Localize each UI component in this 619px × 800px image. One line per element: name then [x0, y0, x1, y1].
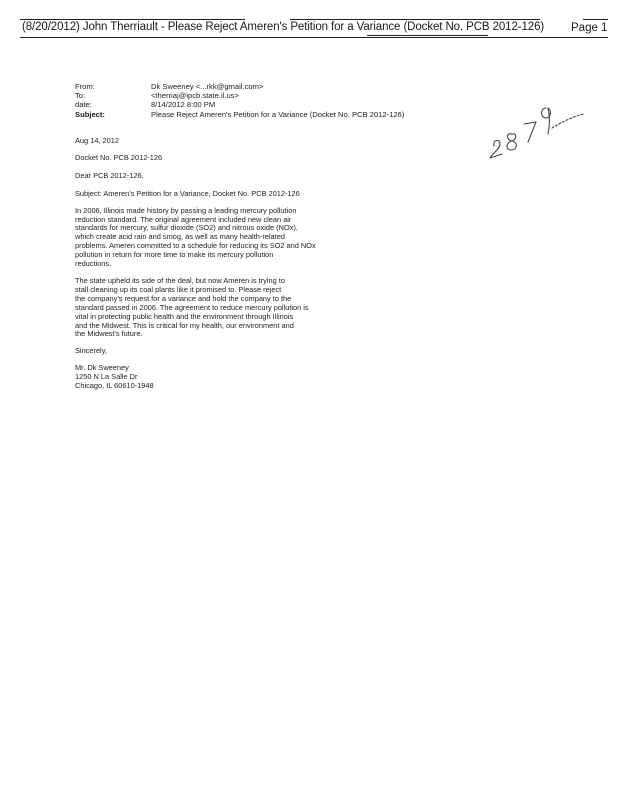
- signature-line: 1250 N La Salle Dr: [75, 372, 138, 382]
- paragraph-line: reductions.: [75, 259, 112, 269]
- paragraph-line: reduction standard. The original agreement included new clean air: [75, 214, 292, 224]
- subject-label: Subject:: [75, 109, 105, 119]
- email-metadata: [75, 82, 404, 119]
- header-rule-top: [290, 19, 540, 20]
- paragraph-line: standard passed in 2006. The agreement to reduce mercury pollution is: [75, 302, 309, 312]
- paragraph-line: the Midwest's future.: [75, 329, 143, 339]
- meta-row-subject: [75, 110, 404, 119]
- paragraph-line: and the Midwest. This is critical for my health, our environment and: [75, 320, 294, 330]
- date-label: date:: [75, 100, 92, 110]
- letter-body: [75, 137, 350, 391]
- to-label: To:: [75, 91, 86, 101]
- letter-subject-line: Subject: Ameren's Petition for a Variance, Docket No. PCB 2012-126: [75, 188, 300, 198]
- paragraph-line: In 2006, Illinois made history by passing a leading mercury pollution: [75, 205, 297, 215]
- paragraph-line: stall cleaning up its coal plants like it promised to. Please reject: [75, 284, 282, 294]
- meta-row-from: [75, 82, 404, 91]
- page-number: Page 1: [571, 22, 608, 34]
- header-rule-top: [20, 19, 245, 20]
- paragraph-line: The state upheld its side of the deal, but now Ameren is trying to: [75, 275, 285, 285]
- paragraph-line: vital in protecting public health and the environment through Illinois: [75, 311, 294, 321]
- handwritten-stamp: [478, 94, 588, 164]
- signature-line: Mr. Dk Sweeney: [75, 363, 129, 373]
- signature-line: Chicago, IL 60610-1948: [75, 381, 154, 391]
- paragraph-line: problems. Ameren committed to a schedule for reducing its SO2 and NOx: [75, 241, 316, 251]
- letter-docket: Docket No. PCB 2012-126: [75, 152, 163, 162]
- meta-row-date: [75, 100, 404, 109]
- meta-row-to: [75, 91, 404, 100]
- subject-value: Please Reject Ameren's Petition for a Variance (Docket No. PCB 2012-126): [151, 109, 405, 119]
- paragraph-line: the company's request for a variance and hold the company to the: [75, 293, 292, 303]
- paragraph-line: pollution in return for more time to make its mercury pollution: [75, 250, 274, 260]
- paragraph-line: standards for mercury, sulfur dioxide (SO2) and nitrous oxide (NOx),: [75, 223, 298, 233]
- header-rule-bottom: [20, 37, 608, 38]
- header-docket-underline: [367, 35, 488, 36]
- to-value: <therriaj@ipcb.state.il.us>: [151, 91, 239, 101]
- letter-salutation: Dear PCB 2012-126,: [75, 170, 144, 180]
- header-rule-top: [583, 19, 608, 20]
- from-value: Dk Sweeney <...rkk@gmail.com>: [151, 82, 264, 91]
- date-value: 8/14/2012 8:00 PM: [151, 100, 216, 110]
- from-label: From:: [75, 82, 95, 91]
- letter-closing: Sincerely,: [75, 346, 107, 356]
- header-title: (8/20/2012) John Therriault - Please Reject Ameren's Petition for a Variance (Docket No. PCB 2012-126): [22, 21, 545, 33]
- paragraph-line: which create acid rain and smog, as well as many health-related: [75, 232, 285, 242]
- letter-date: Aug 14, 2012: [75, 136, 119, 145]
